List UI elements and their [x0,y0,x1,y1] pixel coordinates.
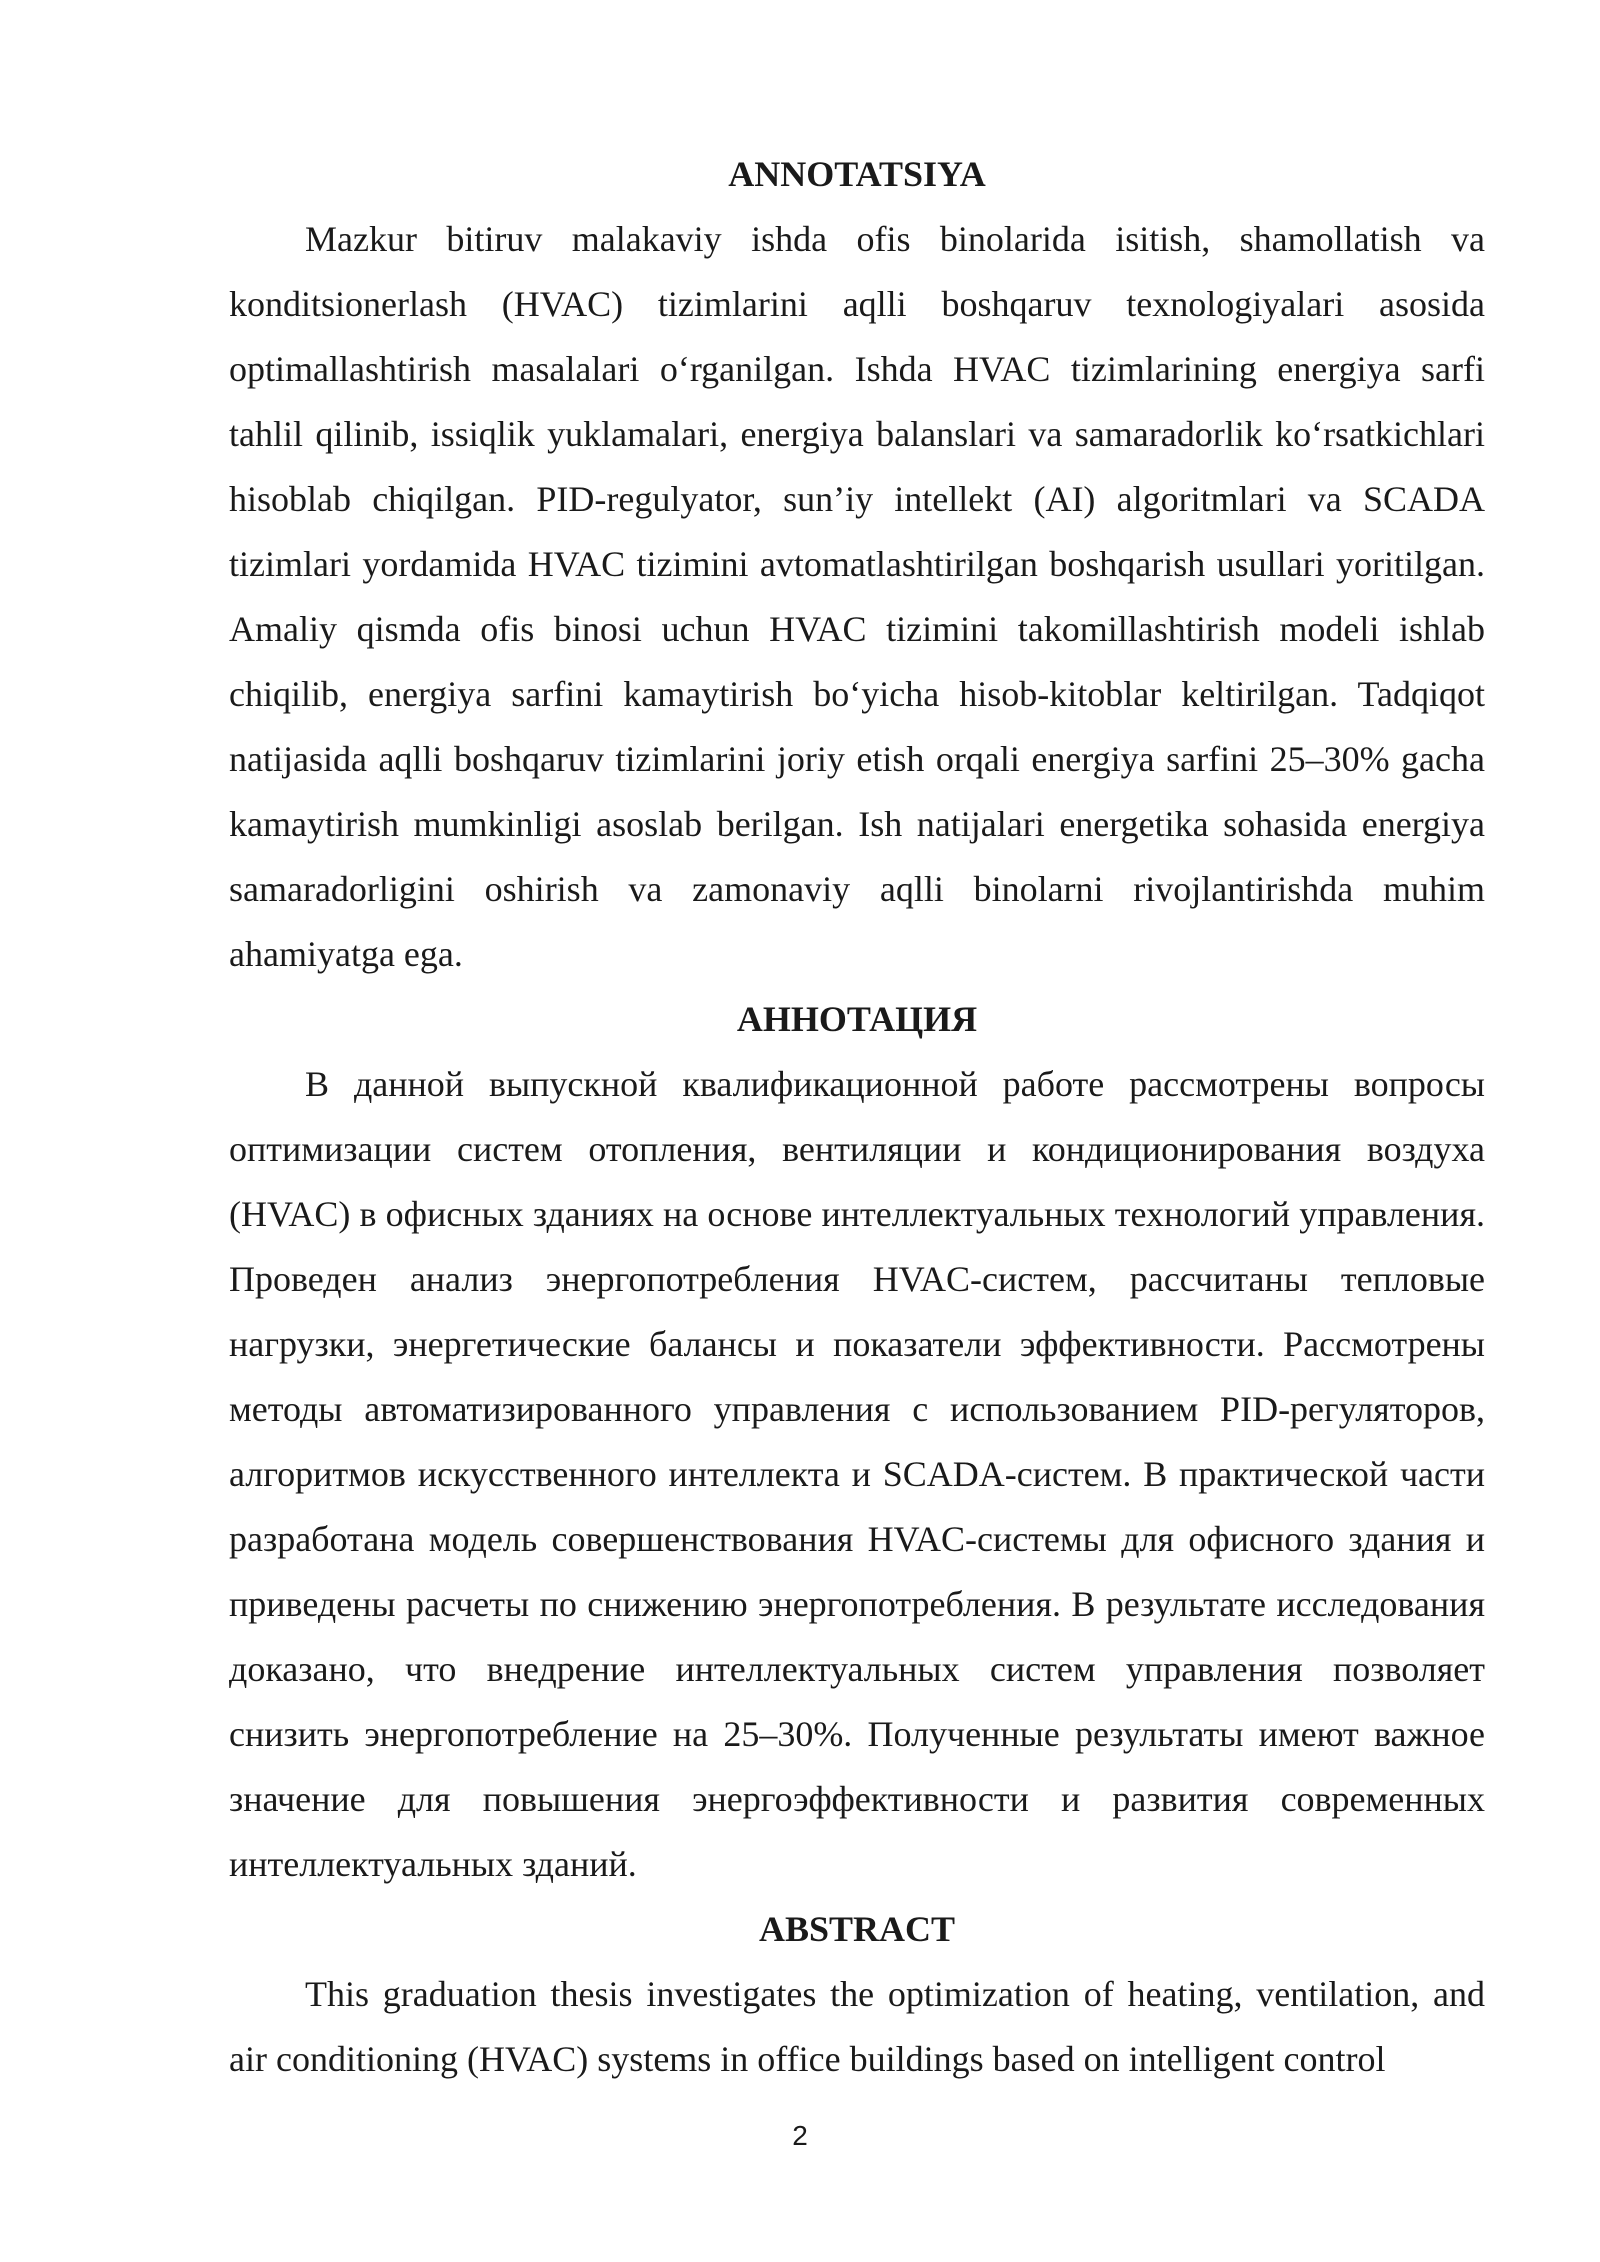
page-number: 2 [792,2120,808,2151]
uzbek-heading: ANNOTATSIYA [728,154,986,194]
uzbek-annotation-paragraph: Mazkur bitiruv malakaviy ishda ofis binolarida isitish, shamollatish va konditsionerlash (HVAC) tizimlarini aqlli boshqaruv texnologiyalari asosida optimallashtirish masalalari o‘rganilgan. Ishda HVAC tizimlarining energiya sarfi tahlil qilinib, issiqlik yuklamalari, energiya balanslari va samaradorlik ko‘rsatkichlari hisoblab chiqilgan. PID-regulyator, sun’iy intellekt (AI) algoritmlari va SCADA tizimlari yordamida HVAC tizimini avtomatlashtirilgan boshqarish usullari yoritilgan. Amaliy qismda ofis binosi uchun HVAC tizimini takomillashtirish modeli ishlab chiqilib, energiya sarfini kamaytirish bo‘yicha hisob-kitoblar keltirilgan. Tadqiqot natijasida aqlli boshqaruv tizimlarini joriy etish orqali energiya sarfini 25–30% gacha kamaytirish mumkinligi asoslab berilgan. Ish natijalari energetika sohasida energiya samaradorligini oshirish va zamonaviy aqlli binolarni rivojlantirishda muhim ahamiyatga ega. [229,219,1485,974]
english-heading: ABSTRACT [758,1909,956,1949]
russian-annotation-paragraph: В данной выпускной квалификационной работе рассмотрены вопросы оптимизации систем отопления, вентиляции и кондиционирования воздуха (HVAC) в офисных зданиях на основе интеллектуальных технологий управления. Проведен анализ энергопотребления HVAC-систем, рассчитаны тепловые нагрузки, энергетические балансы и показатели эффективности. Рассмотрены методы автоматизированного управления с использованием PID-регуляторов, алгоритмов искусственного интеллекта и SCADA-систем. В практической части разработана модель совершенствования HVAC-системы для офисного здания и приведены расчеты по снижению энергопотребления. В результате исследования доказано, что внедрение интеллектуальных систем управления позволяет снизить энергопотребление на 25–30%. Полученные результаты имеют важное значение для повышения энергоэффективности и развития современных интеллектуальных зданий. [229,1064,1485,1884]
russian-heading: АННОТАЦИЯ [736,999,978,1039]
document-body [229,142,1485,2092]
english-abstract-paragraph: This graduation thesis investigates the optimization of heating, ventilation, and air conditioning (HVAC) systems in office buildings based on intelligent control [229,1974,1485,2079]
